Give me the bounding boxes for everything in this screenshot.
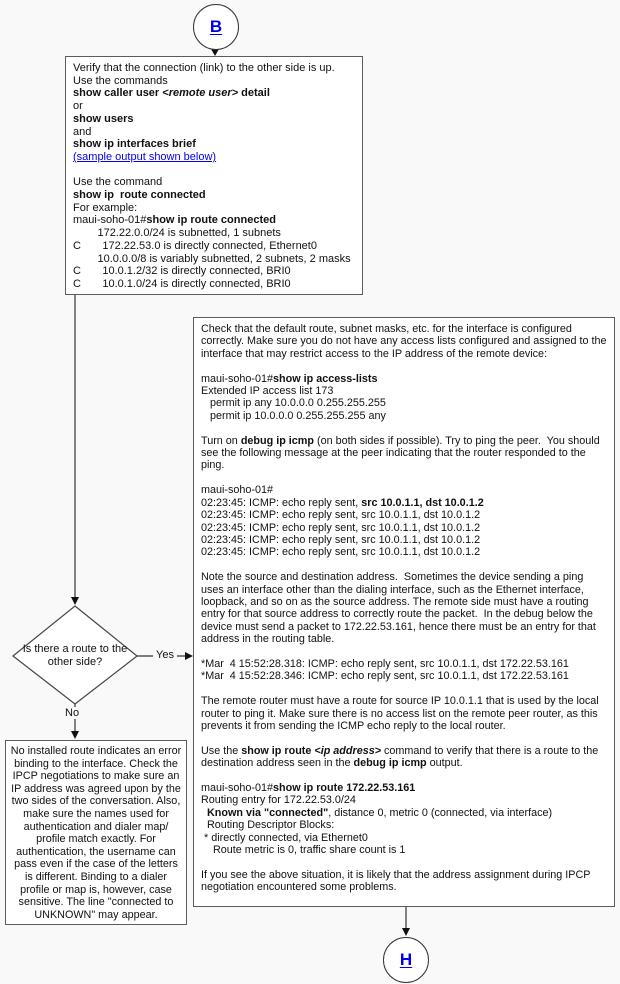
arrowhead-b-to-verify [211,49,219,56]
text-line [201,658,607,670]
text-line [201,559,607,571]
text-line [201,856,607,868]
text-line [73,202,355,215]
text-segment: 02:23:45: ICMP: echo reply sent, src 10.0.1.1, dst 10.0.1.2 [201,509,481,522]
text-line [201,472,607,484]
text-line [73,100,355,113]
text-line [73,176,355,189]
text-segment: 02:23:45: ICMP: echo reply sent, [201,496,362,509]
text-line [201,484,607,496]
check-default-route-box [193,317,615,907]
connector-h-link[interactable]: H [399,950,413,969]
text-segment: maui-soho-01# [201,782,274,795]
text-segment: show ip route connected [73,189,206,202]
text-segment: output. [426,757,463,770]
text-segment: show ip route 172.22.53.161 [273,782,416,795]
text-segment: C 172.22.53.0 is directly connected, Ethernet0 [73,239,317,252]
text-line [201,844,607,856]
text-segment: show caller user [73,87,163,100]
connector-circle-h[interactable] [383,937,429,983]
yes-label: Yes [153,649,177,661]
text-segment: , distance 0, metric 0 (connected, via interface) [328,806,553,819]
arrowhead-decision-yes [185,652,193,660]
text-line [201,522,607,534]
decision-route-question: Is there a route to the other side? [22,643,128,668]
text-line [73,265,355,278]
text-line [201,770,607,782]
text-segment: 10.0.0.0/8 is variably subnetted, 2 subnets, 2 masks [73,252,351,265]
text-line [73,75,355,88]
text-segment: 02:23:45: ICMP: echo reply sent, src 10.0.1.1, dst 10.0.1.2 [201,533,481,546]
text-segment: debug ip icmp [240,434,314,447]
text-line [201,323,610,360]
sample-output-link[interactable]: (sample output shown below) [73,150,217,163]
text-line [73,151,355,164]
text-segment: show ip interfaces brief [73,138,196,151]
text-segment: show users [73,112,134,125]
text-line [201,397,607,409]
text-line [201,422,607,434]
text-segment: Note the source and destination address. Sometimes the device sending a ping uses an interface other than the dialing interface, such as the Ethernet interface, loopback, and so on as the source address. The remote side must have a routing entry for that source address to correctly route the packet. In the debug below the device must send a packet to 172.22.53.161, hence there must be an entry for that address in the routing table. [201,571,599,646]
text-line [201,360,607,372]
text-segment: permit ip any 10.0.0.0 0.255.255.255 [201,397,386,410]
text-line [201,571,607,645]
text-line [201,646,607,658]
text-line [73,62,355,75]
text-segment: maui-soho-01# [201,372,274,385]
text-line [73,87,355,100]
text-line [73,227,355,240]
text-segment: 02:23:45: ICMP: echo reply sent, src 10.0.1.1, dst 10.0.1.2 [201,546,481,559]
text-segment: show ip route [241,744,315,757]
text-line [73,253,355,266]
text-line [201,732,607,744]
text-segment: permit ip 10.0.0.0 0.255.255.255 any [201,409,386,422]
text-segment: maui-soho-01# [73,214,147,227]
text-segment: *Mar 4 15:52:28.318: ICMP: echo reply sent, src 10.0.1.1, dst 172.22.53.161 [201,657,569,670]
text-segment: Routing entry for 172.22.53.0/24 [201,794,356,807]
text-line [201,385,607,397]
no-installed-route-box: No installed route indicates an error binding to the interface. Check the IPCP negotiations to make sure an IP address was agreed upon by the two sides of the conversation. Also, make sure the names used for authentication and dialer map/ profile match exactly. For authentication, the username can pass even if the case of the letters is different. Binding to a dialer profile or map is, however, case sensitive. The line "connected to UNKNOWN" may appear. [5,740,187,925]
text-line [201,869,607,894]
text-line [201,832,607,844]
text-segment: <ip address> [314,744,382,757]
text-line [73,240,355,253]
text-segment: detail [238,87,270,100]
text-segment: Use the commands [73,74,168,87]
text-segment: The remote router must have a route for source IP 10.0.1.1 that is used by the local router to ping it. Make sure there is no access list on the remote peer router, as this prevents it from sending the ICMP echo reply to the local router. [201,695,602,732]
text-segment: Routing Descriptor Blocks: [201,819,335,832]
text-line [73,126,355,139]
text-line [201,509,607,521]
text-line [201,683,607,695]
no-label: No [62,707,82,719]
text-line [201,410,607,422]
text-segment: 172.22.0.0/24 is subnetted, 1 subnets [73,227,281,240]
text-segment: C 10.0.1.2/32 is directly connected, BRI0 [73,265,291,278]
text-line [201,807,607,819]
text-segment: Use the [201,744,242,757]
text-line [201,497,607,509]
text-segment: (on both sides if possible). Try to ping the peer. You should see the following message at the peer indicating that the router responded to the ping. [201,434,603,472]
text-line [201,745,607,770]
text-line [201,546,607,558]
text-segment: or [73,100,83,113]
text-segment: *Mar 4 15:52:28.346: ICMP: echo reply sent, src 10.0.1.1, dst 172.22.53.161 [201,670,569,683]
text-segment: If you see the above situation, it is likely that the address assignment during IPCP negotiation encountered some problems. [201,868,594,894]
text-segment: src 10.0.1.1, dst 10.0.1.2 [361,496,484,509]
text-line [201,794,607,806]
text-segment: Turn on [201,434,241,447]
text-line [201,534,607,546]
text-segment: show ip route connected [146,214,276,227]
text-line [201,782,607,794]
text-segment: Route metric is 0, traffic share count is 1 [201,844,406,857]
text-segment: Known via "connected" [207,806,329,819]
text-segment: maui-soho-01# [201,484,274,497]
text-line [73,214,355,227]
text-segment: Extended IP access list 173 [201,385,334,398]
text-segment: Use the command [73,176,163,189]
text-line [201,819,607,831]
text-line [73,278,355,291]
arrowhead-check-to-h [402,928,410,936]
text-line [73,189,355,202]
text-segment: For example: [73,201,138,214]
text-line [73,164,355,177]
text-segment: debug ip icmp [353,757,427,770]
text-segment: 02:23:45: ICMP: echo reply sent, src 10.0.1.1, dst 10.0.1.2 [201,521,481,534]
arrowhead-verify-to-decision [71,597,79,605]
verify-link-box [65,56,363,295]
text-segment: Check that the default route, subnet masks, etc. for the interface is configured correctly. Make sure you do not have any access lists configured and assigned to the interface that may restrict access to the IP address of the remote device: [201,323,610,360]
text-segment: <remote user> [162,87,239,100]
text-segment: Verify that the connection (link) to the other side is up. [73,62,335,74]
text-line [73,138,355,151]
text-segment: and [73,125,92,138]
text-segment: * directly connected, via Ethernet0 [201,831,368,844]
text-line [201,435,607,472]
text-segment: show ip access-lists [273,372,378,385]
text-line [201,670,607,682]
text-line [201,695,607,732]
text-line [201,373,607,385]
connector-b-link[interactable]: B [209,17,223,36]
arrowhead-decision-no [71,731,79,739]
text-segment: command to verify that there is a route to the destination address seen in the [201,744,602,770]
text-segment: C 10.0.1.0/24 is directly connected, BRI0 [73,277,291,290]
connector-circle-b[interactable] [193,4,239,50]
text-line [73,113,355,126]
